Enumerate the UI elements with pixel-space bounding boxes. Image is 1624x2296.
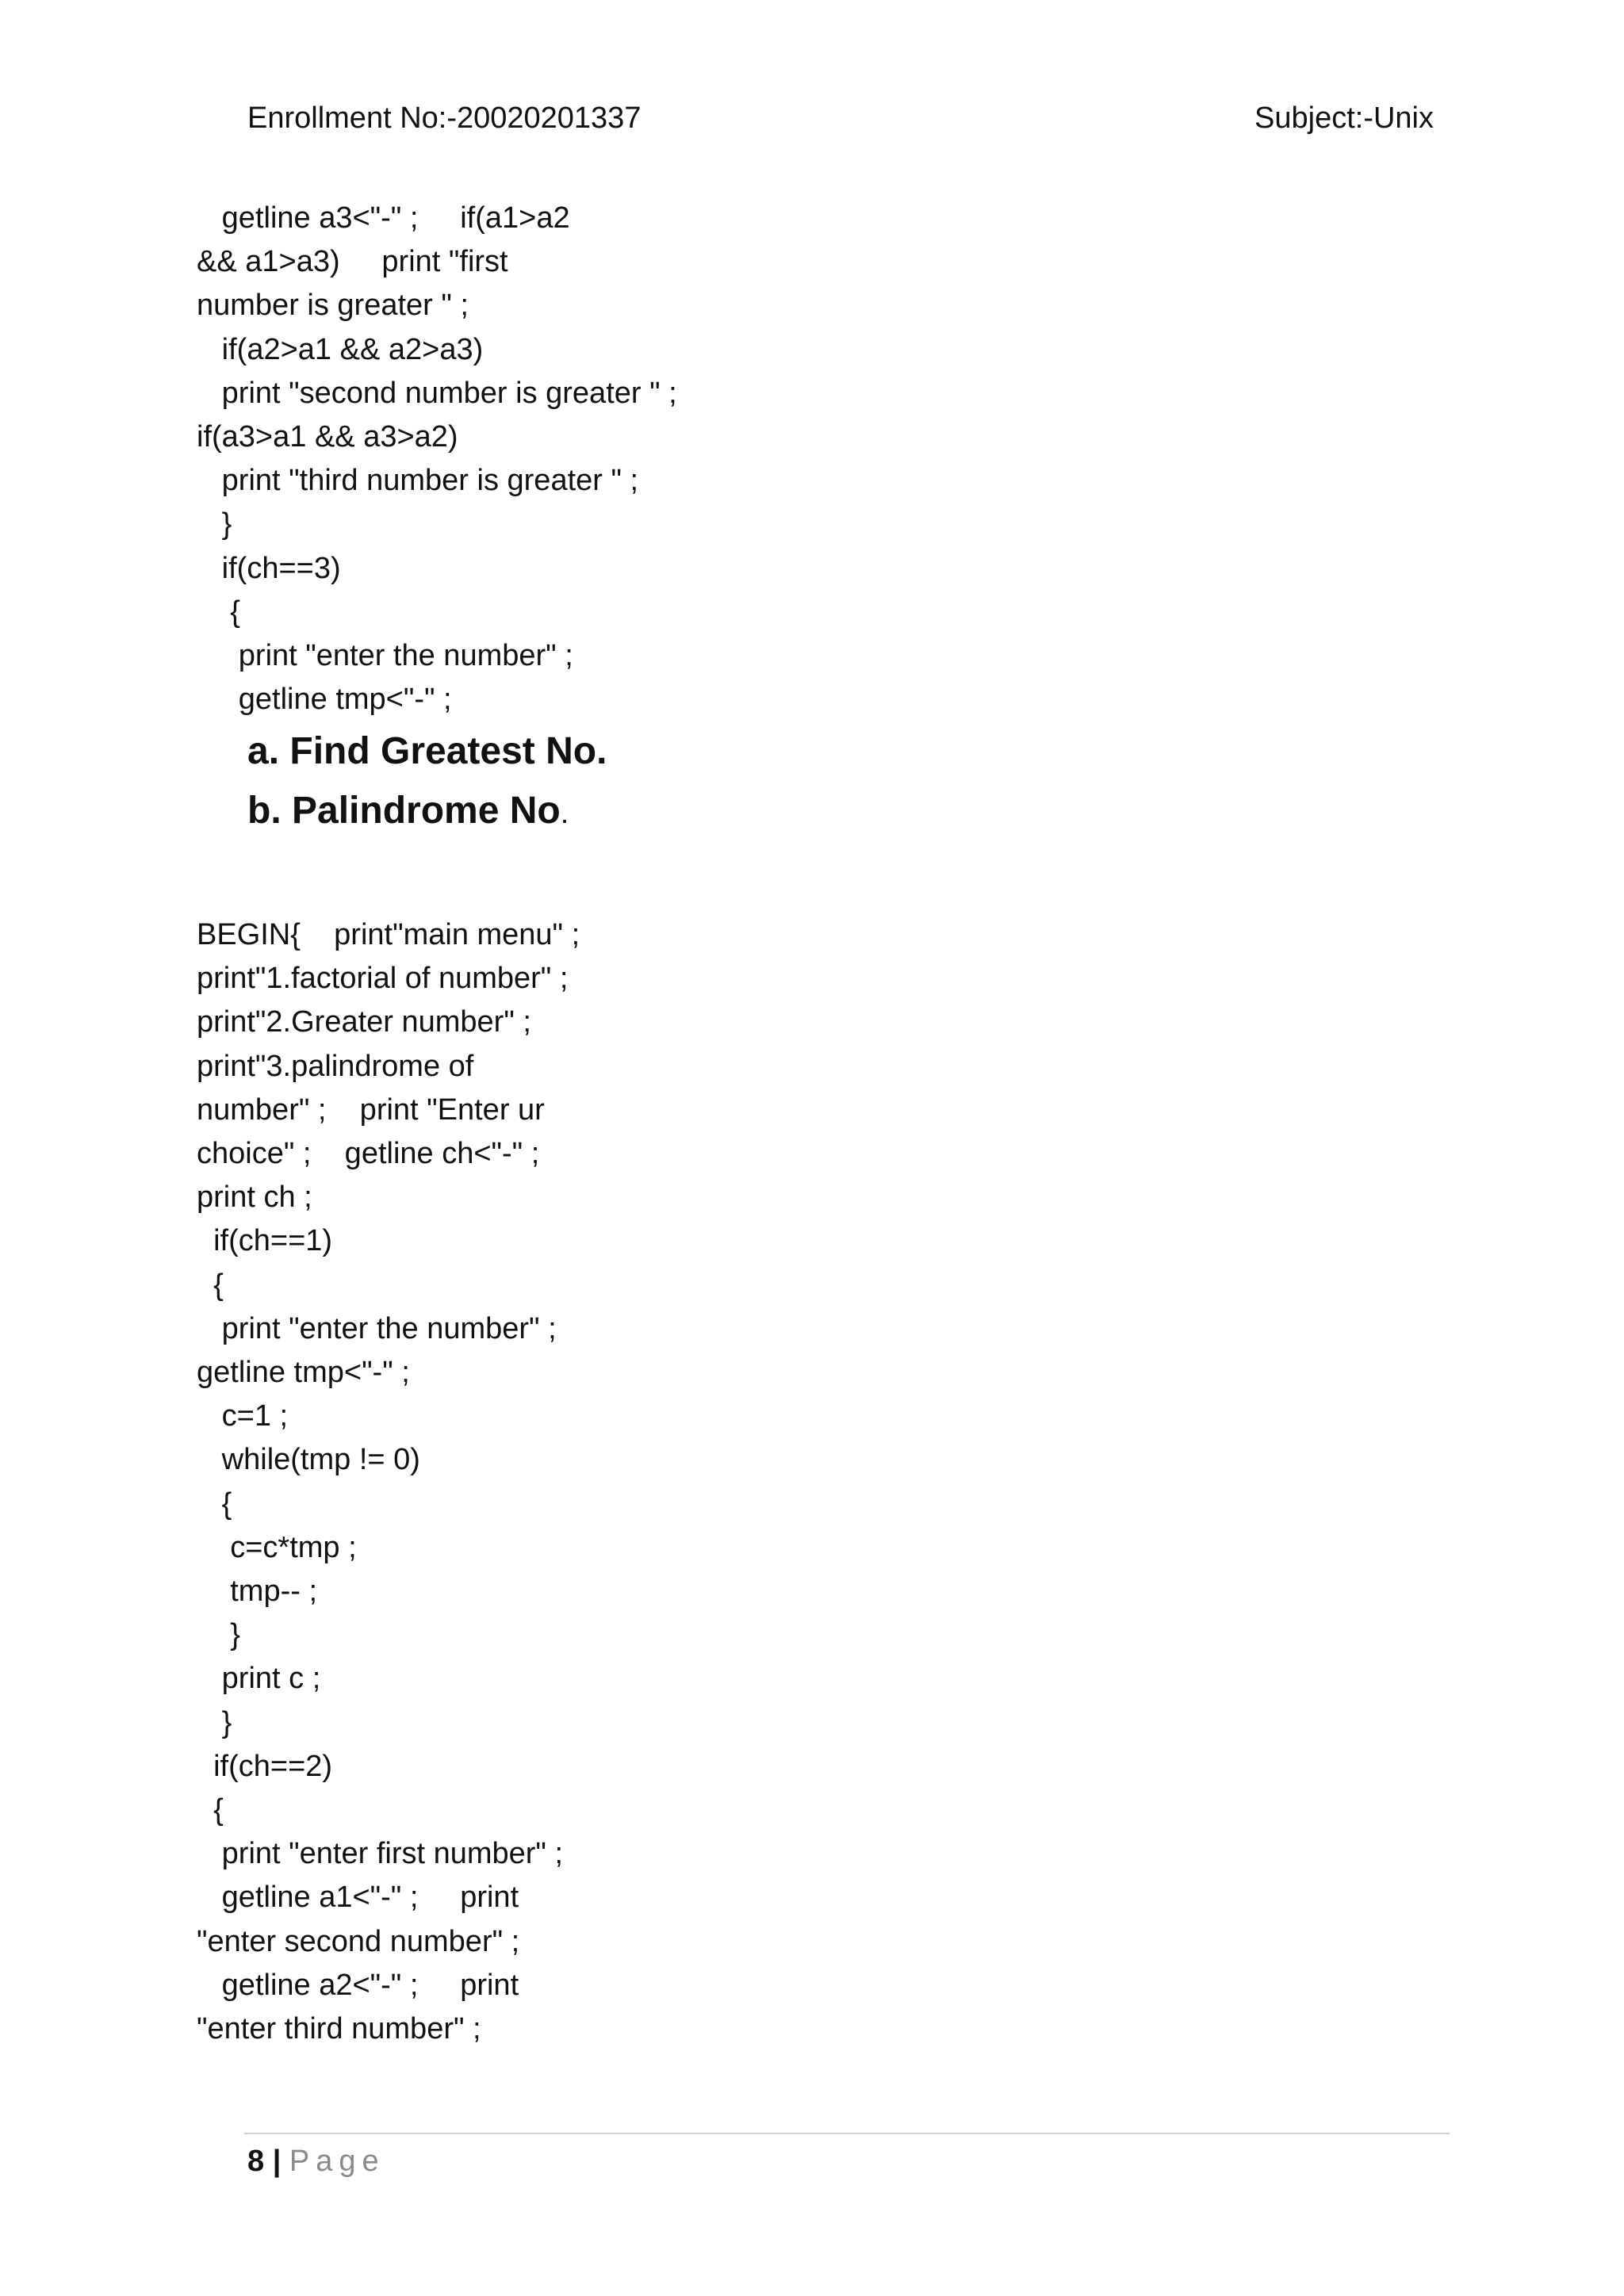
footer-separator: |: [272, 2145, 282, 2178]
enrollment-number: Enrollment No:-20020201337: [247, 101, 642, 135]
exercise-headings: [247, 723, 607, 842]
code-listing-main-menu: BEGIN{ print"main menu" ; print"1.factorial of number" ; print"2.Greater number" ; print"3.palindrome of number" ; print "Enter ur choice" ; getline ch<"-" ; print ch ; if(ch==1) { print "enter the number" ; getline tmp<"-" ; c=1 ; while(tmp != 0) { c=c*tmp ; tmp-- ; } print c ; } if(ch==2) { print "enter first number" ; getline a1<"-" ; print "enter second number" ; getline a2<"-" ; print "enter third number" ;: [197, 918, 580, 2046]
heading-palindrome-suffix: .: [560, 797, 569, 830]
page-word: Page: [289, 2145, 385, 2178]
page-number: 8: [247, 2145, 265, 2178]
heading-palindrome-label: b. Palindrome No: [247, 790, 561, 832]
page-footer: [247, 2139, 385, 2183]
heading-find-greatest: [247, 723, 607, 783]
footer-divider: [244, 2133, 1450, 2134]
heading-palindrome: [247, 783, 607, 842]
heading-find-greatest-label: a. Find Greatest No.: [247, 730, 607, 772]
subject-label: Subject:-Unix: [1254, 101, 1434, 135]
code-listing-continued: getline a3<"-" ; if(a1>a2 && a1>a3) print "first number is greater " ; if(a2>a1 && a2>a3) print "second number is greater " ; if(a3>a1 && a3>a2) print "third number is greater " ; } if(ch==3) { print "enter the number" ; getline tmp<"-" ;: [197, 201, 677, 717]
